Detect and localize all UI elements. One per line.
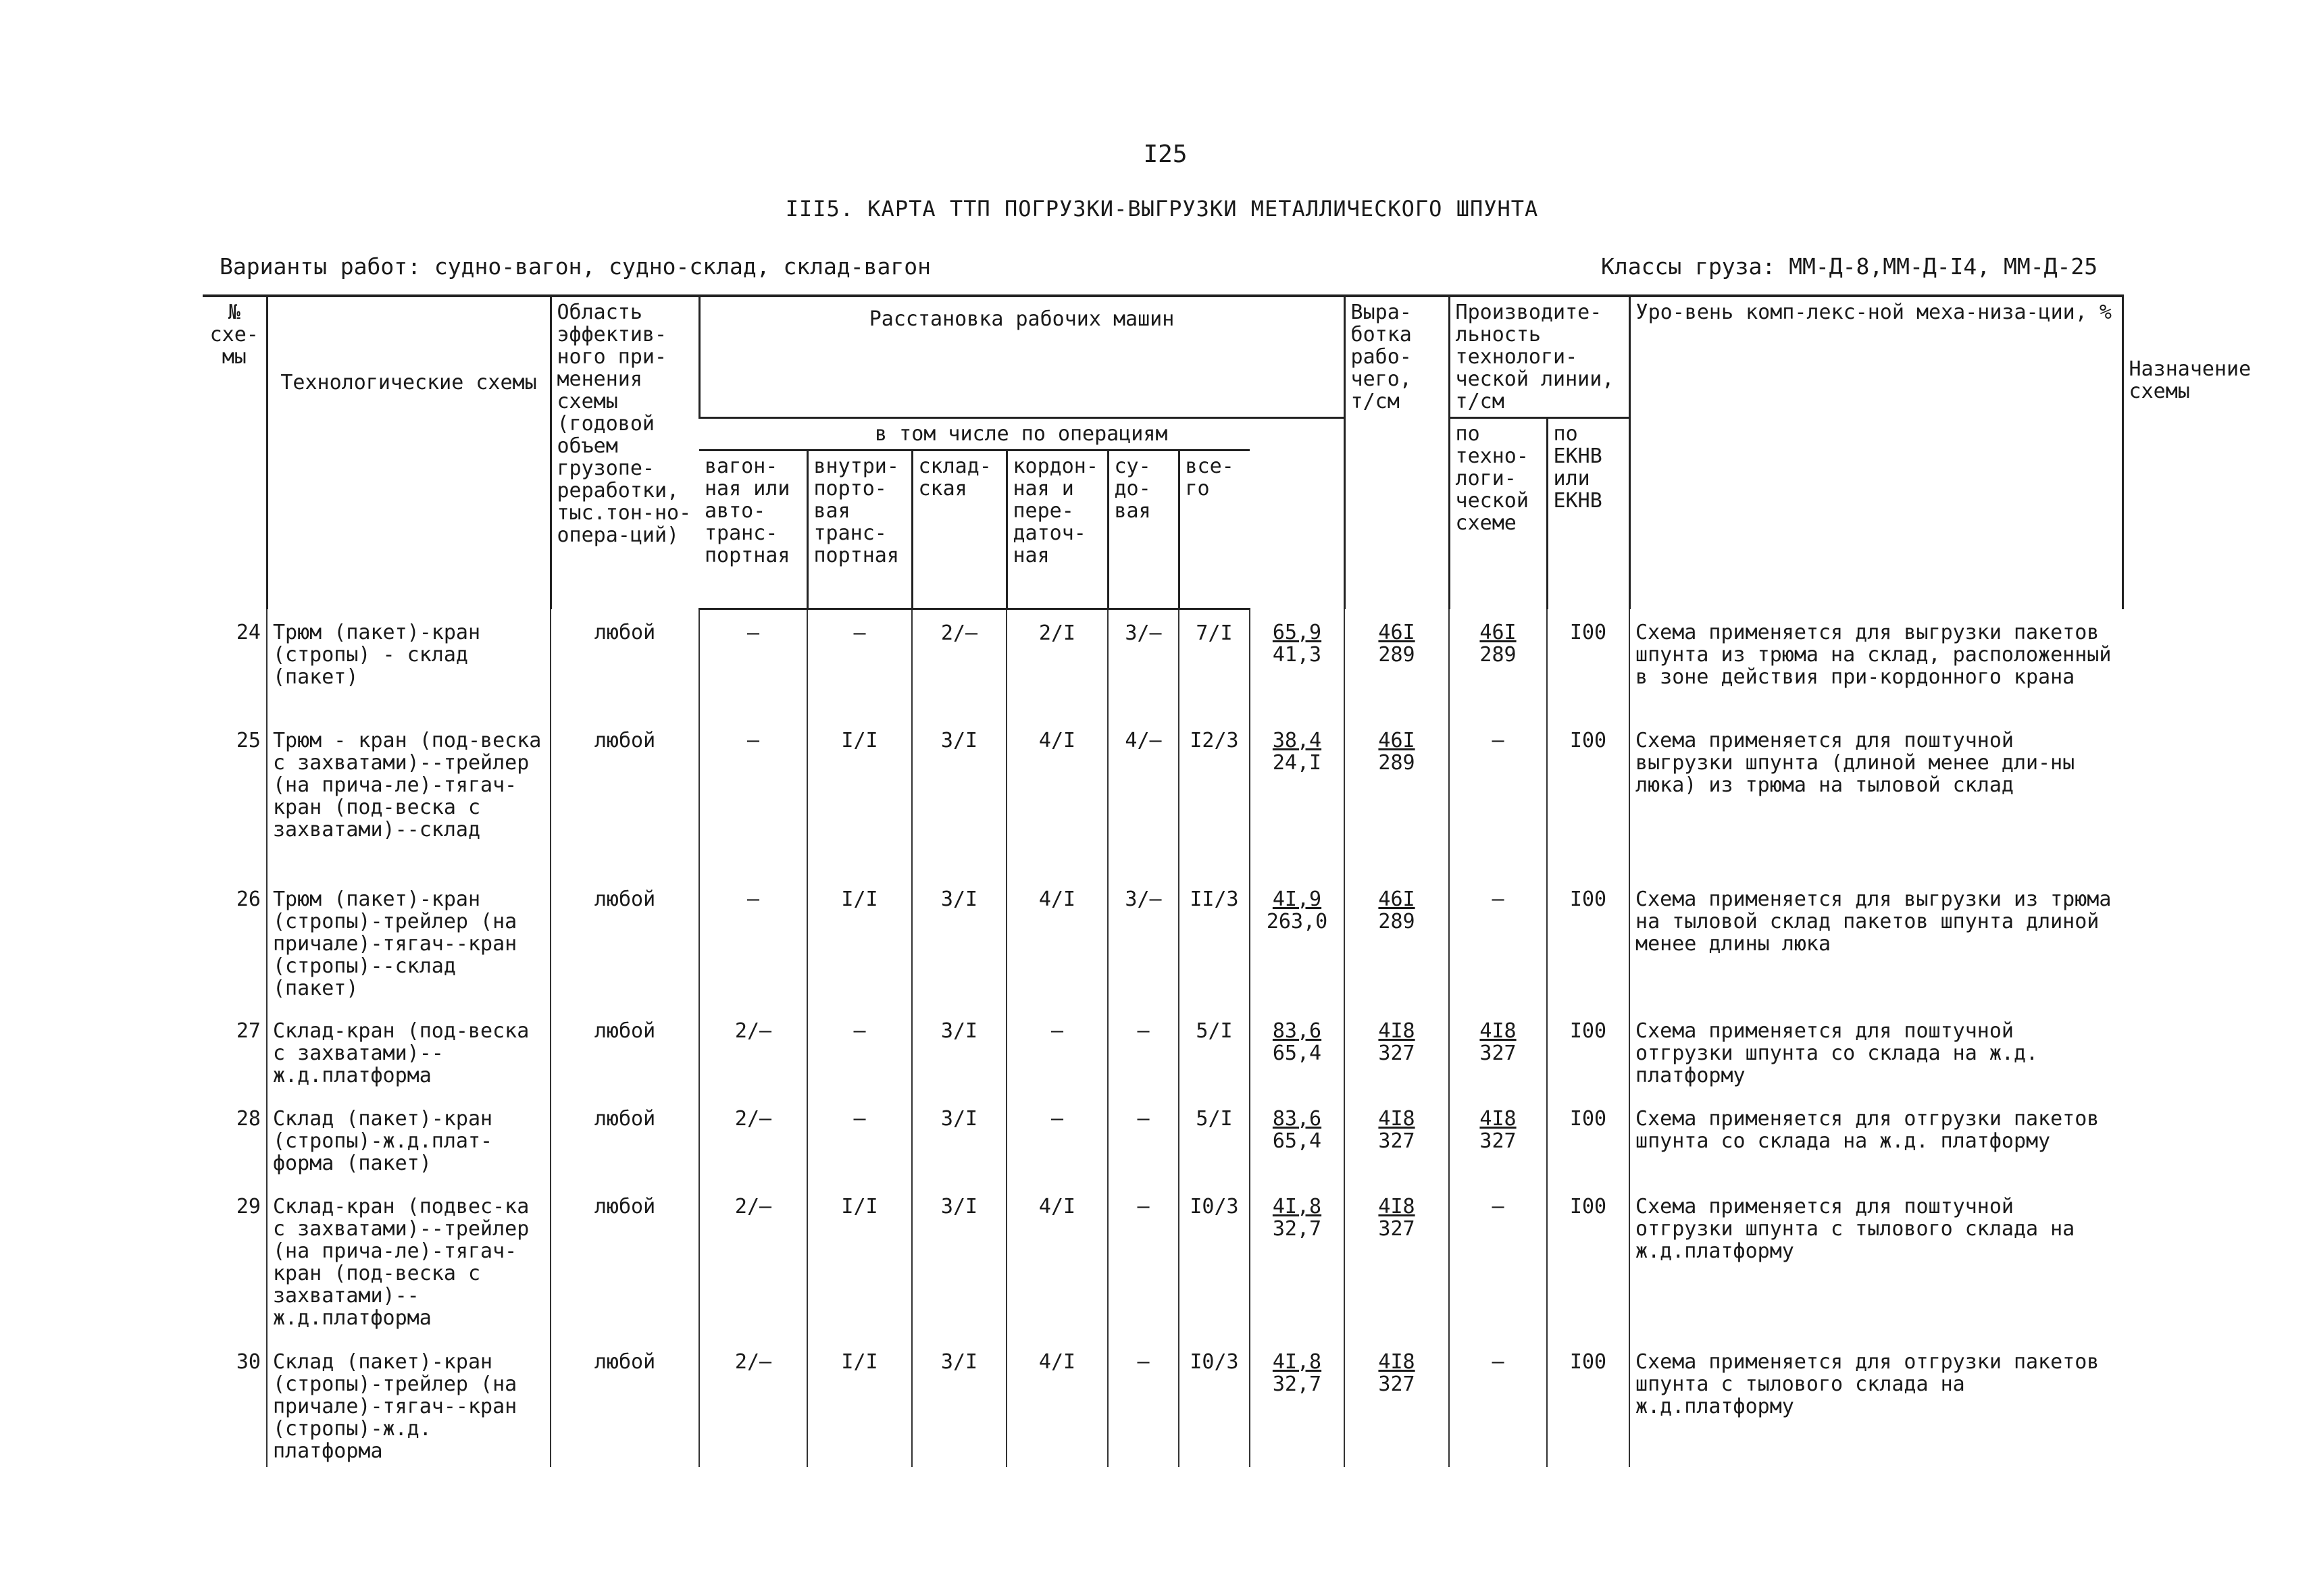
document-title: III5. КАРТА ТТП ПОГРУЗКИ-ВЫГРУЗКИ МЕТАЛЛИЧЕСКОГО ШПУНТА bbox=[785, 196, 1539, 222]
prod-numerator: 4I8 bbox=[1378, 1349, 1415, 1374]
row-wagon: 2/– bbox=[699, 1008, 807, 1096]
row-prod-scheme bbox=[1344, 1096, 1449, 1183]
table-row bbox=[203, 717, 2123, 876]
row-level: I00 bbox=[1547, 609, 1629, 717]
prod-numerator: 46I bbox=[1378, 728, 1415, 752]
row-cordon: – bbox=[1007, 1096, 1108, 1183]
output-denominator: 65,4 bbox=[1272, 1041, 1322, 1065]
row-warehouse: 3/I bbox=[912, 1096, 1007, 1183]
header-ship: су-до-вая bbox=[1108, 451, 1179, 609]
ekhv-denominator: 327 bbox=[1479, 1041, 1517, 1065]
row-prod-scheme bbox=[1344, 876, 1449, 1008]
row-cordon: 4/I bbox=[1007, 1339, 1108, 1467]
row-area: любой bbox=[551, 1183, 699, 1339]
work-variants: Варианты работ: судно-вагон, судно-склад, склад-вагон bbox=[220, 253, 931, 280]
row-output bbox=[1250, 609, 1344, 717]
row-output bbox=[1250, 1183, 1344, 1339]
output-denominator: 32,7 bbox=[1272, 1372, 1322, 1396]
row-warehouse: 2/– bbox=[912, 609, 1007, 717]
prod-numerator: 4I8 bbox=[1378, 1106, 1415, 1131]
row-num: 26 bbox=[236, 887, 261, 911]
row-level: I00 bbox=[1547, 1096, 1629, 1183]
row-intraport: I/I bbox=[807, 1183, 912, 1339]
row-cordon: 4/I bbox=[1007, 717, 1108, 876]
row-area: любой bbox=[551, 1096, 699, 1183]
row-prod-scheme bbox=[1344, 717, 1449, 876]
row-cordon: 4/I bbox=[1007, 1183, 1108, 1339]
header-machine-placement: Расстановка рабочих машин bbox=[699, 296, 1344, 418]
row-cordon: – bbox=[1007, 1008, 1108, 1096]
prod-denominator: 327 bbox=[1378, 1372, 1415, 1396]
row-area: любой bbox=[551, 1008, 699, 1096]
prod-denominator: 327 bbox=[1378, 1129, 1415, 1153]
prod-denominator: 289 bbox=[1378, 750, 1415, 775]
row-ship: 3/– bbox=[1108, 609, 1179, 717]
row-num: 29 bbox=[236, 1194, 261, 1218]
row-intraport: I/I bbox=[807, 876, 912, 1008]
row-scheme: Склад-кран (под-веска с захватами)--ж.д.платформа bbox=[267, 1008, 551, 1096]
ekhv-numerator: 46I bbox=[1479, 620, 1517, 644]
prod-numerator: 4I8 bbox=[1378, 1019, 1415, 1043]
ekhv-value: – bbox=[1492, 887, 1504, 911]
row-warehouse: 3/I bbox=[912, 876, 1007, 1008]
row-purpose: Схема применяется для поштучной выгрузки шпунта (длиной менее дли-ны люка) из трюма на тыловой склад bbox=[1629, 717, 2123, 876]
prod-denominator: 289 bbox=[1378, 909, 1415, 933]
row-num: 30 bbox=[236, 1349, 261, 1374]
output-denominator: 263,0 bbox=[1266, 909, 1328, 933]
row-prod-scheme bbox=[1344, 609, 1449, 717]
row-output bbox=[1250, 1096, 1344, 1183]
row-level: I00 bbox=[1547, 717, 1629, 876]
row-output bbox=[1250, 1008, 1344, 1096]
prod-denominator: 327 bbox=[1378, 1216, 1415, 1241]
row-total: 7/I bbox=[1179, 609, 1250, 717]
row-area: любой bbox=[551, 717, 699, 876]
row-total: I0/3 bbox=[1179, 1183, 1250, 1339]
header-by-ekhv: по ЕКНВ или ЕКНВ bbox=[1547, 418, 1629, 609]
output-numerator: 83,6 bbox=[1272, 1019, 1322, 1043]
table-row bbox=[203, 609, 2123, 717]
ekhv-denominator: 289 bbox=[1479, 642, 1517, 667]
prod-numerator: 46I bbox=[1378, 887, 1415, 911]
row-wagon: 2/– bbox=[699, 1183, 807, 1339]
cargo-classes: Классы груза: ММ-Д-8,ММ-Д-I4, ММ-Д-25 bbox=[1601, 253, 2098, 280]
row-scheme: Склад (пакет)-кран (стропы)-трейлер (на причале)-тягач--кран (стропы)-ж.д. платформа bbox=[267, 1339, 551, 1467]
row-total: I0/3 bbox=[1179, 1339, 1250, 1467]
row-wagon: – bbox=[699, 876, 807, 1008]
row-prod-ekhv bbox=[1449, 1339, 1547, 1467]
row-area: любой bbox=[551, 876, 699, 1008]
row-num: 25 bbox=[236, 728, 261, 752]
ekhv-numerator: 4I8 bbox=[1479, 1019, 1517, 1043]
output-denominator: 32,7 bbox=[1272, 1216, 1322, 1241]
row-prod-ekhv bbox=[1449, 1008, 1547, 1096]
row-ship: – bbox=[1108, 1008, 1179, 1096]
header-intraport: внутри-порто-вая транс-портная bbox=[807, 451, 912, 609]
row-warehouse: 3/I bbox=[912, 1183, 1007, 1339]
row-cordon: 2/I bbox=[1007, 609, 1108, 717]
row-warehouse: 3/I bbox=[912, 1339, 1007, 1467]
row-wagon: – bbox=[699, 717, 807, 876]
row-scheme: Трюм (пакет)-кран (стропы) - склад (пакет) bbox=[267, 609, 551, 717]
ekhv-value: – bbox=[1492, 1194, 1504, 1218]
output-numerator: 65,9 bbox=[1272, 620, 1322, 644]
row-wagon: 2/– bbox=[699, 1339, 807, 1467]
row-total: I2/3 bbox=[1179, 717, 1250, 876]
row-wagon: – bbox=[699, 609, 807, 717]
scheme-table: № схе-мы Технологические схемы Область эффектив-ного при-менения схемы (годовой объем грузопе-реработки, тыс.тон-но-опера-ций) Расстановка рабочих машин Выра-ботка рабо-чего, т/см Производите-льность технологи-ческой линии, т/см Уро-вень комп-лекс-ной меха-низа-ции, % Назначение схемы в том числе по операциям по техно-логи-ческой схеме по ЕКНВ или ЕКНВ вагон-ная или авто-транс-портная внутри-порто-вая транс-портная склад-ская кордон-ная и пере-даточ-ная су-до-вая все-го 24 Трюм (пакет)-кран (стропы) - склад (пакет) любой – – 2/– 2/I 3/– 7/I 65,9 41,3 46I 289 46I 289 I00 Схема применяется для выгрузки пакетов шпунта из трюма на склад, расположенный в зоне действия при-кордонного крана 25 Трюм - кран (под-веска с захватами)--трейлер (на прича-ле)-тягач-кран (под-веска с захватами)--склад любой – I/I 3/I 4/I 4/– I2/3 38,4 24,I 46I 289 – I00 Схема применяется для поштучной выгрузки шпунта (длиной менее дли-ны люка) из трюма на тыловой склад 26 Трюм (пакет)-кран (стропы)-трейлер (на причале)-тягач--кран (стропы)--склад (пакет) любой – I/I 3/I 4/I 3/– II/3 4I,9 263,0 46I 289 – I00 Схема применяется для выгрузки из трюма на тыловой склад пакетов шпунта длиной менее длины люка 27 Склад-кран (под-веска с захватами)--ж.д.платформа любой 2/– – 3/I – – 5/I 83,6 65,4 4I8 327 4I8 327 I00 Схема применяется для поштучной отгрузки шпунта со склада на ж.д. платформу 28 Склад (пакет)-кран (стропы)-ж.д.плат-форма (пакет) любой 2/– – 3/I – – 5/I 83,6 65,4 4I8 327 4I8 327 I00 Схема применяется для отгрузки пакетов шпунта со склада на ж.д. платформу 29 Склад-кран (подвес-ка с захватами)--трейлер (на прича-ле)-тягач-кран (под-веска с захватами)--ж.д.платформа любой 2/– I/I 3/I 4/I – I0/3 4I,8 32,7 4I8 327 – I00 Схема применяется для поштучной отгрузки шпунта с тылового склада на ж.д.платформу 30 Склад (пакет)-кран (стропы)-трейлер (на причале)-тягач--кран (стропы)-ж.д. платформа любой 2/– I/I 3/I 4/I – I0/3 4I,8 32,7 4I8 327 – I00 Схема применяется для отгрузки пакетов шпунта с тылового склада на ж.д.платформу bbox=[203, 294, 2123, 1467]
ekhv-denominator: 327 bbox=[1479, 1129, 1517, 1153]
header-wagon: вагон-ная или авто-транс-портная bbox=[699, 451, 807, 609]
row-prod-ekhv bbox=[1449, 609, 1547, 717]
table-row bbox=[203, 1183, 2123, 1339]
table-row bbox=[203, 1339, 2123, 1467]
output-denominator: 24,I bbox=[1272, 750, 1322, 775]
row-warehouse: 3/I bbox=[912, 1008, 1007, 1096]
header-by-operation: в том числе по операциям bbox=[699, 418, 1344, 451]
row-intraport: I/I bbox=[807, 1339, 912, 1467]
row-intraport: I/I bbox=[807, 717, 912, 876]
row-intraport: – bbox=[807, 609, 912, 717]
row-num: 27 bbox=[236, 1019, 261, 1043]
row-purpose: Схема применяется для отгрузки пакетов шпунта со склада на ж.д. платформу bbox=[1629, 1096, 2123, 1183]
table-row bbox=[203, 876, 2123, 1008]
row-ship: – bbox=[1108, 1339, 1179, 1467]
row-prod-ekhv bbox=[1449, 1183, 1547, 1339]
output-numerator: 83,6 bbox=[1272, 1106, 1322, 1131]
row-area: любой bbox=[551, 1339, 699, 1467]
row-purpose: Схема применяется для поштучной отгрузки шпунта со склада на ж.д. платформу bbox=[1629, 1008, 2123, 1096]
row-prod-ekhv bbox=[1449, 1096, 1547, 1183]
header-tech-schemes: Технологические схемы bbox=[267, 296, 551, 609]
ekhv-value: – bbox=[1492, 728, 1504, 752]
output-numerator: 38,4 bbox=[1272, 728, 1322, 752]
header-worker-output: Выра-ботка рабо-чего, т/см bbox=[1344, 296, 1449, 609]
row-output bbox=[1250, 876, 1344, 1008]
row-ship: 3/– bbox=[1108, 876, 1179, 1008]
header-mechanization-level: Уро-вень комп-лекс-ной меха-низа-ции, % bbox=[1629, 296, 2123, 609]
row-wagon: 2/– bbox=[699, 1096, 807, 1183]
prod-denominator: 289 bbox=[1378, 642, 1415, 667]
header-application-area: Область эффектив-ного при-менения схемы (годовой объем грузопе-реработки, тыс.тон-но-опера-ций) bbox=[551, 296, 699, 609]
header-by-scheme: по техно-логи-ческой схеме bbox=[1449, 418, 1547, 609]
row-output bbox=[1250, 1339, 1344, 1467]
output-numerator: 4I,8 bbox=[1272, 1194, 1322, 1218]
row-purpose: Схема применяется для поштучной отгрузки шпунта с тылового склада на ж.д.платформу bbox=[1629, 1183, 2123, 1339]
prod-numerator: 46I bbox=[1378, 620, 1415, 644]
table-row bbox=[203, 1096, 2123, 1183]
row-prod-scheme bbox=[1344, 1183, 1449, 1339]
header-cordon: кордон-ная и пере-даточ-ная bbox=[1007, 451, 1108, 609]
row-cordon: 4/I bbox=[1007, 876, 1108, 1008]
row-area: любой bbox=[551, 609, 699, 717]
page-number: I25 bbox=[1143, 140, 1188, 168]
row-total: II/3 bbox=[1179, 876, 1250, 1008]
header-line-productivity: Производите-льность технологи-ческой линии, т/см bbox=[1449, 296, 1629, 418]
prod-numerator: 4I8 bbox=[1378, 1194, 1415, 1218]
row-ship: – bbox=[1108, 1183, 1179, 1339]
row-warehouse: 3/I bbox=[912, 717, 1007, 876]
row-scheme: Склад (пакет)-кран (стропы)-ж.д.плат-форма (пакет) bbox=[267, 1096, 551, 1183]
output-numerator: 4I,8 bbox=[1272, 1349, 1322, 1374]
prod-denominator: 327 bbox=[1378, 1041, 1415, 1065]
row-level: I00 bbox=[1547, 876, 1629, 1008]
row-purpose: Схема применяется для выгрузки из трюма на тыловой склад пакетов шпунта длиной менее длины люка bbox=[1629, 876, 2123, 1008]
row-scheme: Склад-кран (подвес-ка с захватами)--трейлер (на прича-ле)-тягач-кран (под-веска с захватами)--ж.д.платформа bbox=[267, 1183, 551, 1339]
row-prod-ekhv bbox=[1449, 876, 1547, 1008]
scheme-table-container bbox=[203, 294, 2252, 1467]
row-prod-ekhv bbox=[1449, 717, 1547, 876]
row-scheme: Трюм - кран (под-веска с захватами)--трейлер (на прича-ле)-тягач-кран (под-веска с захватами)--склад bbox=[267, 717, 551, 876]
row-ship: – bbox=[1108, 1096, 1179, 1183]
output-denominator: 41,3 bbox=[1272, 642, 1322, 667]
row-num: 28 bbox=[236, 1106, 261, 1131]
ekhv-numerator: 4I8 bbox=[1479, 1106, 1517, 1131]
row-purpose: Схема применяется для выгрузки пакетов шпунта из трюма на склад, расположенный в зоне действия при-кордонного крана bbox=[1629, 609, 2123, 717]
row-output bbox=[1250, 717, 1344, 876]
row-ship: 4/– bbox=[1108, 717, 1179, 876]
row-level: I00 bbox=[1547, 1339, 1629, 1467]
row-purpose: Схема применяется для отгрузки пакетов шпунта с тылового склада на ж.д.платформу bbox=[1629, 1339, 2123, 1467]
row-num: 24 bbox=[236, 620, 261, 644]
row-intraport: – bbox=[807, 1096, 912, 1183]
row-level: I00 bbox=[1547, 1183, 1629, 1339]
header-num: № схе-мы bbox=[203, 296, 267, 609]
row-total: 5/I bbox=[1179, 1008, 1250, 1096]
row-level: I00 bbox=[1547, 1008, 1629, 1096]
header-total: все-го bbox=[1179, 451, 1250, 609]
output-denominator: 65,4 bbox=[1272, 1129, 1322, 1153]
row-intraport: – bbox=[807, 1008, 912, 1096]
row-total: 5/I bbox=[1179, 1096, 1250, 1183]
row-prod-scheme bbox=[1344, 1339, 1449, 1467]
output-numerator: 4I,9 bbox=[1272, 887, 1322, 911]
header-warehouse: склад-ская bbox=[912, 451, 1007, 609]
row-scheme: Трюм (пакет)-кран (стропы)-трейлер (на причале)-тягач--кран (стропы)--склад (пакет) bbox=[267, 876, 551, 1008]
ekhv-value: – bbox=[1492, 1349, 1504, 1374]
table-row bbox=[203, 1008, 2123, 1096]
row-prod-scheme bbox=[1344, 1008, 1449, 1096]
